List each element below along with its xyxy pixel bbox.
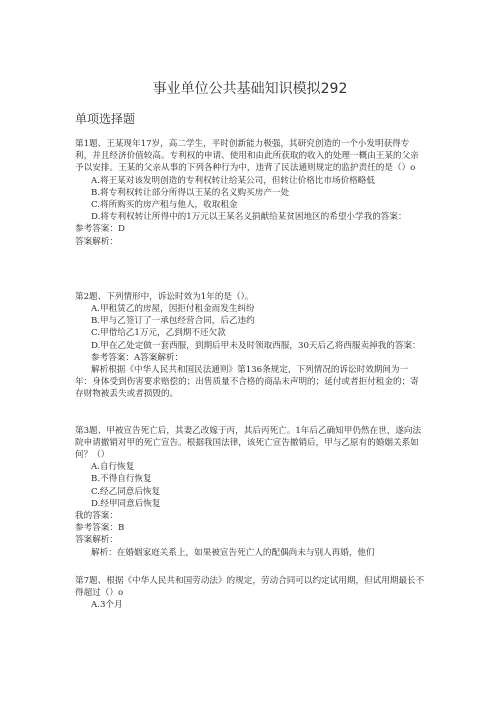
question-2-option-c: C.甲借给乙1万元，乙到期不还欠款: [91, 328, 226, 339]
question-1-analysis-label: 答案解析：: [75, 236, 118, 247]
question-1-option-a: A.将王某对该发明创造的专利权转让给某公司，但转让价格比市场价格略低: [91, 175, 375, 186]
question-1-option-d: D.将专利权转让所得中的1万元以王某名义捐献给某贫困地区的希望小学我的答案：: [91, 212, 407, 223]
question-1-option-c: C.将所购买的房产租与他人，收取租金: [91, 200, 238, 211]
question-3-analysis-label: 答案解析：: [75, 535, 118, 546]
spacer: [75, 248, 425, 291]
spacer: [75, 401, 425, 425]
question-2-option-a: A.甲租赁乙的房屋，因拒付租金而发生纠纷: [91, 304, 255, 315]
question-3-reference-answer: 参考答案：B: [75, 523, 125, 534]
question-1-stem: 第1题、王某现年17岁，高二学生，平时创新能力极强，其研究创造的一个小发明获得专利，并且经济价值较高。专利权的申请、使用和由此所获取的收入的处理一概由王某的父亲予以安排。王某的父亲从事的下列各种行为中，违背了民法通则规定的监护责任的是（）o: [75, 139, 419, 174]
question-1-option-b: B.将专利权转让部分所得以王某的名义购买房产一处: [91, 187, 290, 198]
spacer: [75, 559, 425, 575]
question-1-reference-answer: 参考答案：D: [75, 224, 125, 235]
section-heading: 单项选择题: [75, 112, 136, 126]
question-3-option-d: D.经甲同意后恢复: [91, 498, 161, 509]
question-2-option-d: D.甲在乙处定做一套西服，到期后甲未及时领取西服，30天后乙将西服卖掉我的答案：参考答案：A答案解析：: [91, 340, 421, 363]
question-3-option-a: A.自行恢复: [91, 462, 135, 473]
question-list: [75, 138, 425, 612]
question-7-option-a: A.3个月: [91, 600, 123, 611]
question-7-stem: 第7题、根据《中华人民共和国劳动法》的规定，劳动合同可以约定试用期，但试用期最长不得超过（）o: [75, 575, 425, 599]
question-2-analysis: 解析根据《中华人民共和国民法通则》第136条规定，下列情况的诉讼时效期间为一年：身体受到伤害要求赔偿的；出售质量不合格的商品未声明的；延付或者拒付租金的；寄存财物被丢失或者损毁的。: [75, 365, 419, 400]
question-2-option-b: B.甲与乙签订了一承包经营合同，后乙违约: [91, 316, 255, 327]
question-3-analysis: 解析：在婚姻家庭关系上，如果被宣告死亡人的配偶尚未与别人再婚，他们: [91, 547, 375, 558]
question-3-option-c: C.经乙同意后恢复: [91, 486, 161, 497]
question-3-my-answer: 我的答案：: [75, 511, 118, 522]
question-3-stem: 第3题、甲被宣告死亡后，其妻乙改嫁于丙，其后丙死亡。1年后乙确知甲仍然在世，遂向法院申请撤销对甲的死亡宣告。根据我国法律，该死亡宣告撤销后，甲与乙原有的婚姻关系如何？（）: [75, 425, 422, 461]
page-title: 事业单位公共基础知识模拟292: [152, 81, 348, 97]
question-3-option-b: B.不得自行恢复: [91, 474, 152, 485]
question-2-stem: 第2题、下列情形中，诉讼时效为1年的是（）。: [75, 291, 254, 302]
